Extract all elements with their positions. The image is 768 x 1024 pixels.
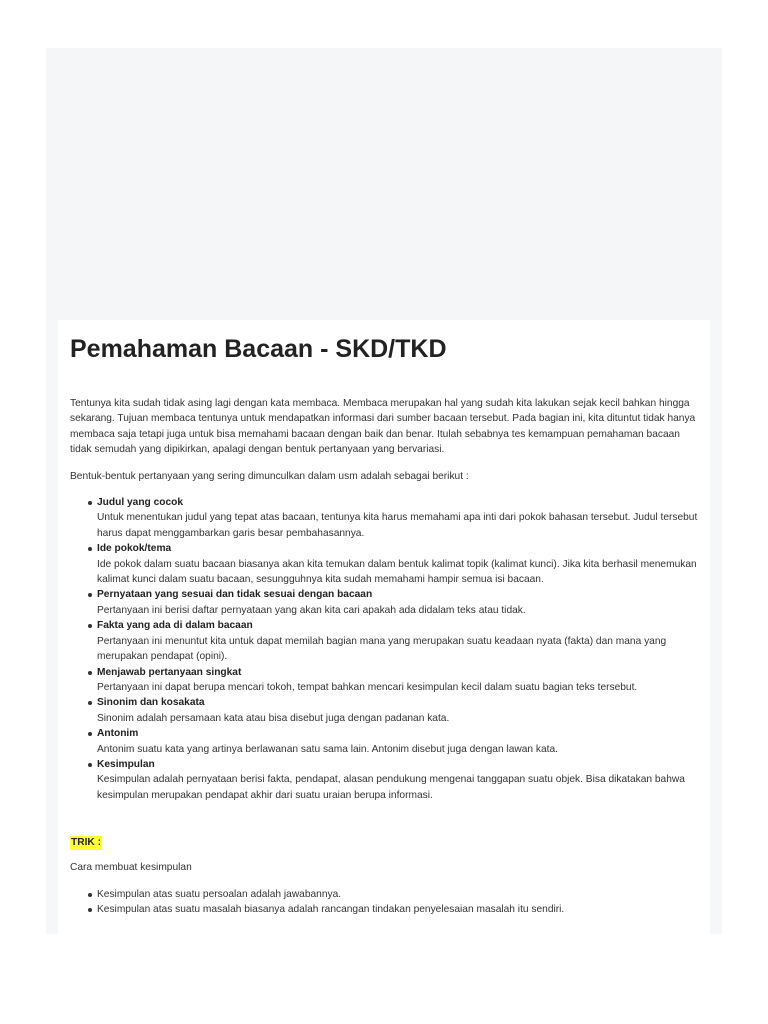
content-panel [46, 48, 722, 934]
list-item [97, 757, 698, 803]
item-description: Kesimpulan adalah pernyataan berisi fakta, pendapat, alasan pendukung mengenai tanggapan suatu objek. Bisa dikatakan bahwa kesimpulan merupakan pendapat akhir dari suatu uraian berupa informasi. [97, 774, 685, 801]
list-item [97, 495, 698, 541]
item-heading: Menjawab pertanyaan singkat [97, 666, 242, 678]
item-description: Pertanyaan ini dapat berupa mencari tokoh, tempat bahkan mencari kesimpulan kecil dalam suatu bagian teks tersebut. [97, 681, 638, 693]
tips-list [70, 887, 698, 918]
item-heading: Kesimpulan [97, 758, 155, 770]
list-item [97, 587, 698, 618]
page-title: Pemahaman Bacaan - SKD/TKD [70, 335, 447, 363]
tips-intro: Cara membuat kesimpulan [70, 862, 192, 874]
list-item [97, 541, 698, 587]
list-item [97, 618, 698, 664]
item-heading: Judul yang cocok [97, 497, 184, 509]
item-description: Ide pokok dalam suatu bacaan biasanya akan kita temukan dalam bentuk kalimat topik (kalimat kunci). Jika kita berhasil menemukan kalimat kunci dalam suatu bacaan, sesungguhnya kita sudah memahami hampir semua isi bacaan. [97, 558, 697, 586]
question-types-list [70, 495, 698, 803]
item-heading: Ide pokok/tema [97, 543, 172, 555]
item-heading: Sinonim dan kosakata [97, 697, 205, 709]
item-description: Pertanyaan ini menuntut kita untuk dapat memilah bagian mana yang merupakan suatu keadaan nyata (fakta) dan mana yang merupakan pendapat (opini). [97, 635, 667, 663]
article-card [58, 320, 710, 934]
list-item: Kesimpulan atas suatu masalah biasanya adalah rancangan tindakan penyelesaian masalah itu sendiri. [97, 902, 698, 917]
item-description: Antonim suatu kata yang artinya berlawanan satu sama lain. Antonim disebut juga dengan lawan kata. [97, 743, 558, 755]
item-description: Untuk menentukan judul yang tepat atas bacaan, tentunya kita harus memahami apa inti dari pokok bahasan tersebut. Judul tersebut harus dapat menggambarkan garis besar pembahasannya. [97, 512, 698, 539]
item-heading: Fakta yang ada di dalam bacaan [97, 620, 253, 632]
question-types-intro: Bentuk-bentuk pertanyaan yang sering dimunculkan dalam usm adalah sebagai berikut : [70, 470, 469, 482]
item-description: Sinonim adalah persamaan kata atau bisa disebut juga dengan padanan kata. [97, 712, 450, 724]
list-item [97, 665, 698, 696]
ad-placeholder [46, 48, 722, 320]
item-heading: Antonim [97, 728, 139, 740]
item-heading: Pernyataan yang sesuai dan tidak sesuai dengan bacaan [97, 589, 373, 601]
article-body [70, 332, 698, 917]
list-item [97, 726, 698, 757]
trik-section [70, 832, 698, 850]
intro-paragraph: Tentunya kita sudah tidak asing lagi dengan kata membaca. Membaca merupakan hal yang sudah kita lakukan sejak kecil bahkan hingga sekarang. Tujuan membaca tentunya untuk mendapatkan informasi dari sumber bacaan tersebut. Pada bagian ini, kita dituntut tidak hanya membaca saja tetapi juga untuk bisa memahami bacaan dengan baik dan benar. Itulah sebabnya tes kemampuan pemahaman bacaan tidak semudah yang dipikirkan, apalagi dengan bentuk pertanyaan yang bervariasi. [70, 398, 696, 456]
trik-highlight: TRIK : [71, 837, 101, 849]
list-item [97, 695, 698, 726]
item-description: Pertanyaan ini berisi daftar pernyataan yang akan kita cari apakah ada didalam teks atau tidak. [97, 604, 526, 616]
list-item: Kesimpulan atas suatu persoalan adalah jawabannya. [97, 887, 698, 902]
